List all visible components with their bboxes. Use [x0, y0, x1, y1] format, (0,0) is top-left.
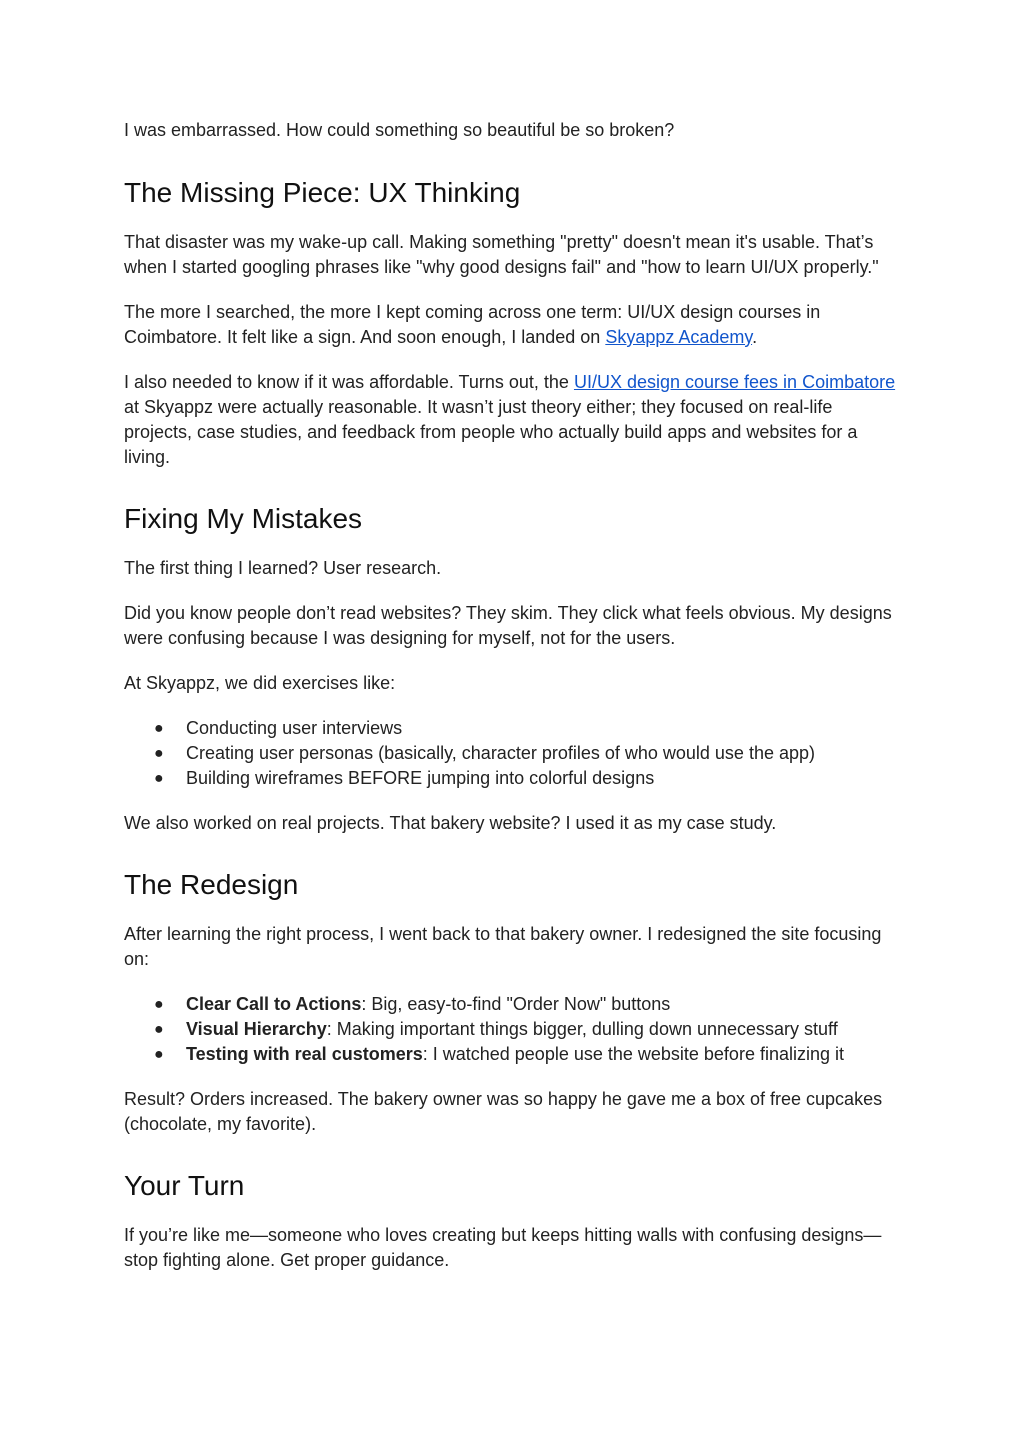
paragraph-searched [124, 300, 904, 350]
list-item-text: : Big, easy-to-find "Order Now" buttons [361, 994, 671, 1014]
skyappz-academy-link[interactable]: Skyappz Academy [605, 327, 753, 347]
paragraph-result: Result? Orders increased. The bakery owner was so happy he gave me a box of free cupcakes (chocolate, my favorite). [124, 1089, 883, 1134]
heading-redesign: The Redesign [124, 869, 299, 900]
list-item [124, 716, 904, 741]
bullet-icon: ● [154, 1046, 164, 1063]
bullet-icon: ● [154, 1021, 164, 1038]
document-page [124, 118, 904, 1273]
intro-paragraph: I was embarrassed. How could something so beautiful be so broken? [124, 120, 675, 140]
list-item-bold: Testing with real customers [186, 1044, 423, 1064]
exercises-list [124, 716, 904, 791]
heading-fixing-mistakes: Fixing My Mistakes [124, 503, 363, 534]
redesign-list [124, 992, 904, 1067]
list-item [124, 766, 904, 791]
paragraph-real-projects: We also worked on real projects. That bakery website? I used it as my case study. [124, 813, 777, 833]
course-fees-link[interactable]: UI/UX design course fees in Coimbatore [573, 372, 896, 392]
list-item [124, 1017, 904, 1042]
bullet-icon: ● [154, 720, 164, 737]
paragraph-affordable-text: I also needed to know if it was affordable. Turns out, the [124, 372, 574, 392]
bullet-icon: ● [154, 996, 164, 1013]
list-item-text: : I watched people use the website before finalizing it [422, 1044, 844, 1064]
paragraph-first-thing: The first thing I learned? User research. [124, 558, 442, 578]
paragraph-searched-end: . [752, 327, 758, 347]
paragraph-affordable-rest: at Skyappz were actually reasonable. It wasn’t just theory either; they focused on real-life projects, case studies, and feedback from people who actually build apps and websites for a living. [124, 397, 858, 467]
heading-your-turn: Your Turn [124, 1170, 245, 1201]
list-item-bold: Clear Call to Actions [186, 994, 362, 1014]
list-item [124, 992, 904, 1017]
paragraph-searched-text: The more I searched, the more I kept coming across one term: UI/UX design courses in Coimbatore. It felt like a sign. And soon enough, I landed on [124, 302, 821, 347]
paragraph-wake-up-call: That disaster was my wake-up call. Making something "pretty" doesn't mean it's usable. That’s when I started googling phrases like "why good designs fail" and "how to learn UI/UX properly." [124, 232, 879, 277]
list-item-bold: Visual Hierarchy [186, 1019, 327, 1039]
heading-missing-piece: The Missing Piece: UX Thinking [124, 177, 521, 208]
list-item-text: : Making important things bigger, dulling down unnecessary stuff [326, 1019, 838, 1039]
bullet-icon: ● [154, 770, 164, 787]
list-item [124, 741, 904, 766]
list-item-text: Creating user personas (basically, character profiles of who would use the app) [186, 743, 815, 763]
paragraph-affordable [124, 370, 904, 470]
paragraph-skim: Did you know people don’t read websites? They skim. They click what feels obvious. My designs were confusing because I was designing for myself, not for the users. [124, 603, 892, 648]
paragraph-your-turn: If you’re like me—someone who loves creating but keeps hitting walls with confusing designs—stop fighting alone. Get proper guidance. [124, 1225, 882, 1270]
list-item [124, 1042, 904, 1067]
paragraph-exercises: At Skyappz, we did exercises like: [124, 673, 396, 693]
list-item-text: Building wireframes BEFORE jumping into colorful designs [186, 768, 655, 788]
list-item-text: Conducting user interviews [186, 718, 403, 738]
bullet-icon: ● [154, 745, 164, 762]
paragraph-redesign-intro: After learning the right process, I went back to that bakery owner. I redesigned the site focusing on: [124, 924, 882, 969]
